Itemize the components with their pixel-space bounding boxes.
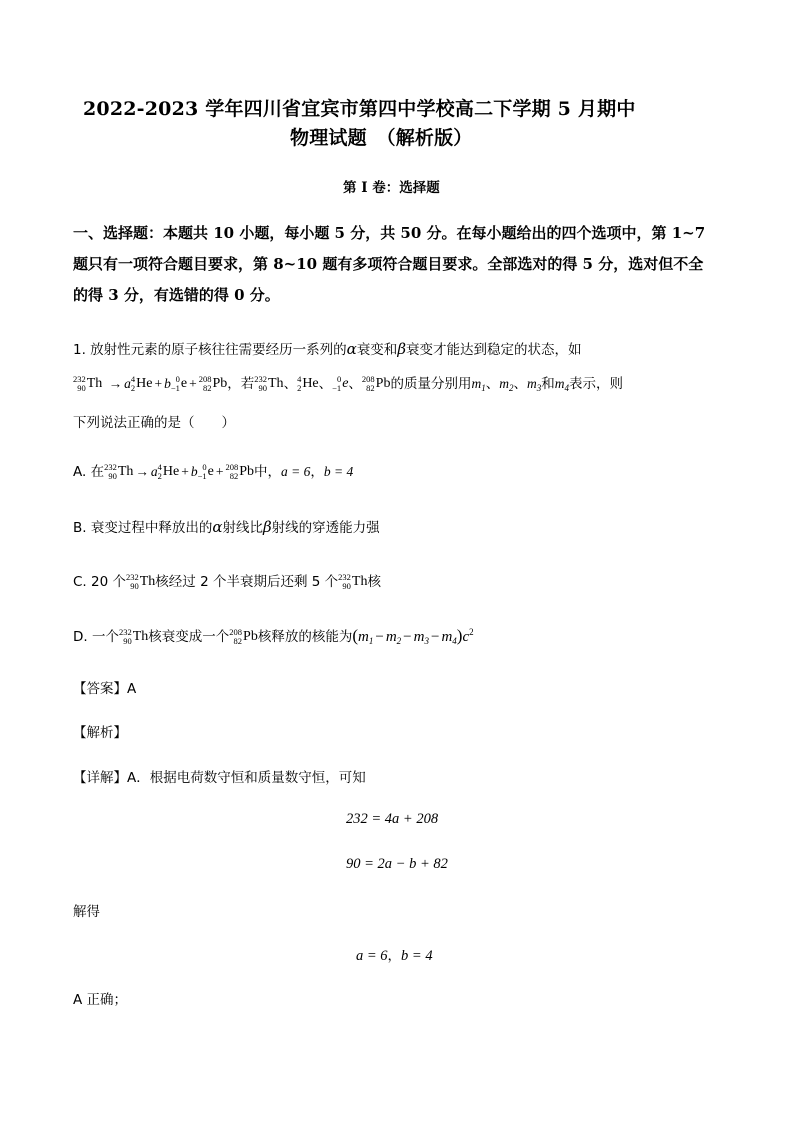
beta-symbol: β [397,340,406,358]
enum-separator: 、 [485,376,500,392]
coef-a: a [150,464,158,479]
option-d-text: 核衰变成一个 [148,629,230,645]
alpha-symbol: α [212,518,223,536]
energy-expression: $(m_1 - m_2 - m_3 - m_4)c^2$ [352,626,474,646]
nuclide-th: 232 90 Th [254,374,284,393]
option-b [73,516,380,536]
enum-separator: 、 [513,376,527,392]
section-instruction-line-1: 一、选择题：本题共 10 小题，每小题 5 分，共 50 分。在每小题给出的四个选项中，第 1~7 [73,224,706,242]
option-a [73,460,353,481]
arrow-symbol: → [108,376,123,391]
page-title: 2022-2023 学年四川省宜宾市第四中学校高二下学期 5 月期中 [83,98,636,120]
page-subtitle: 物理试题 （解析版） [290,127,473,149]
nuclide-he: 4 2 He [130,374,153,393]
nuclide-th: 232 90 Th [338,572,368,591]
separator: ， [387,948,402,964]
question-1-stem-line-3: 下列说法正确的是（ ） [73,415,235,431]
volume-heading: 第 I 卷：选择题 [343,180,440,196]
option-d-text: D. 一个 [73,629,119,645]
stem-text: 表示，则 [568,376,623,392]
value-b: b = 4 [323,464,354,479]
nuclide-th: 232 90 Th [104,462,134,481]
nuclide-e: 0 −1 e [197,462,214,481]
option-c-text: C. 20 个 [73,574,126,590]
alpha-symbol: α [346,340,357,358]
coef-b: b [164,376,171,391]
plus-symbol: + [189,376,197,391]
stem-text: 衰变和 [356,342,398,358]
nuclide-e: 0 −1 e [170,374,188,393]
nuclide-th: 232 90 Th [73,374,103,393]
section-instruction-line-2: 题只有一项符合题目要求，第 8~10 题有多项符合题目要求。全部选对的得 5 分，选对但不全 [73,255,704,273]
nuclide-th: 232 90 Th [125,572,156,591]
section-instruction-line-3: 的得 3 分，有选错的得 0 分。 [73,286,280,304]
conclusion-text: A 正确； [73,992,128,1008]
stem-text: 的质量分别用 [390,376,472,392]
option-d [73,625,474,646]
nuclide-he: 4 2 He [297,374,319,393]
nuclide-th: 232 90 Th [118,627,149,646]
stem-text: 和 [541,376,555,392]
analysis-label: 【解析】 [73,725,127,741]
nuclide-pb: 208 82 Pb [225,462,255,481]
arrow-symbol: → [135,464,149,479]
stem-text: 1. 放射性元素的原子核往往需要经历一系列的 [73,342,347,358]
mass-m3: $m_3$ [526,376,542,393]
value-a: a = 6 [356,948,388,964]
option-d-text: 核释放的核能为 [257,629,353,645]
solution-values [356,944,433,965]
option-a-text: 中， [254,464,282,480]
enum-separator: 、 [318,376,333,392]
nuclide-he: 4 2 He [157,462,180,481]
separator: ， [310,464,324,480]
stem-text: 衰变才能达到稳定的状态，如 [405,342,582,358]
mass-m1: $m_1$ [471,376,486,393]
equation-mass: 232 = 4a + 208 [346,811,439,827]
mass-m2: $m_2$ [499,376,514,393]
value-b: b = 4 [401,948,433,964]
option-a-label: A. 在 [73,464,105,480]
stem-text: ，若 [227,376,255,392]
answer-label: 【答案】A [73,681,137,697]
enum-separator: 、 [348,376,362,392]
nuclide-pb: 208 82 Pb [229,627,258,646]
nuclide-pb: 208 82 Pb [198,374,228,393]
question-1-stem-line-1 [73,338,581,358]
mass-m4: $m_4$ [554,376,569,393]
value-a: a = 6 [281,464,311,479]
nuclide-e: 0 −1 e [332,374,349,393]
nuclide-pb: 208 82 Pb [361,374,391,393]
option-b-text: 射线的穿透能力强 [271,520,380,536]
option-c-text: 核 [367,574,381,590]
detail-text: 【详解】A．根据电荷数守恒和质量数守恒，可知 [73,770,366,786]
beta-symbol: β [262,518,272,536]
option-c-text: 核经过 2 个半衰期后还剩 5 个 [155,574,339,590]
option-b-text: 射线比 [222,520,263,536]
enum-separator: 、 [283,376,298,392]
option-b-text: B. 衰变过程中释放出的 [73,520,213,536]
solve-label: 解得 [73,904,100,920]
equation-charge: 90 = 2a − b + 82 [346,856,448,872]
plus-symbol: + [154,376,163,391]
plus-symbol: + [215,464,224,479]
plus-symbol: + [181,464,189,479]
option-c [73,570,381,591]
coef-b: b [190,464,198,479]
question-1-stem-line-2 [73,372,623,393]
coef-a: a [124,376,131,391]
